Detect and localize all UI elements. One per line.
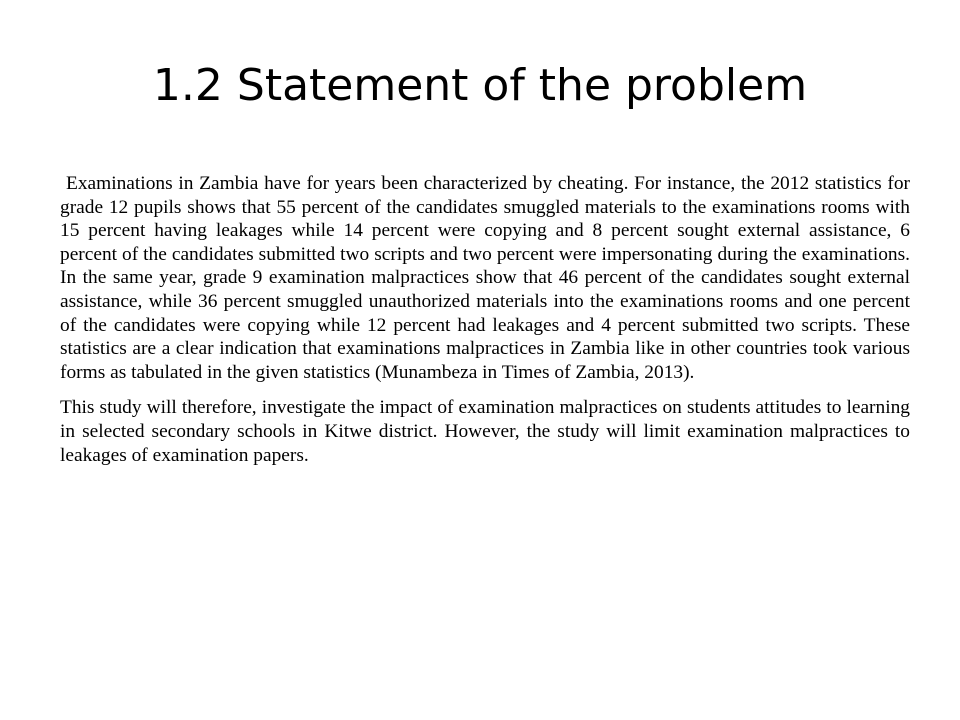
body-paragraph-1: Examinations in Zambia have for years been characterized by cheating. For instance, the 2012 statistics for grade 12 pupils shows that 55 percent of the candidates smuggled materials to the examinations rooms with 15 percent having leakages while 14 percent were copying and 8 percent sought external assistance, 6 percent of the candidates submitted two scripts and two percent were impersonating during the examinations. In the same year, grade 9 examination malpractices show that 46 percent of the candidates sought external assistance, while 36 percent smuggled unauthorized materials into the examinations rooms and one percent of the candidates were copying while 12 percent had leakages and 4 percent submitted two scripts. These statistics are a clear indication that examinations malpractices in Zambia like in other countries took various forms as tabulated in the given statistics (Munambeza in Times of Zambia, 2013). — [60, 173, 910, 383]
body-paragraph-2: This study will therefore, investigate the impact of examination malpractices on students attitudes to learning in selected secondary schools in Kitwe district. However, the study will limit examination malpractices to leakages of examination papers. — [60, 397, 910, 466]
slide-body — [60, 172, 910, 479]
slide-title: 1.2 Statement of the problem — [152, 60, 808, 111]
